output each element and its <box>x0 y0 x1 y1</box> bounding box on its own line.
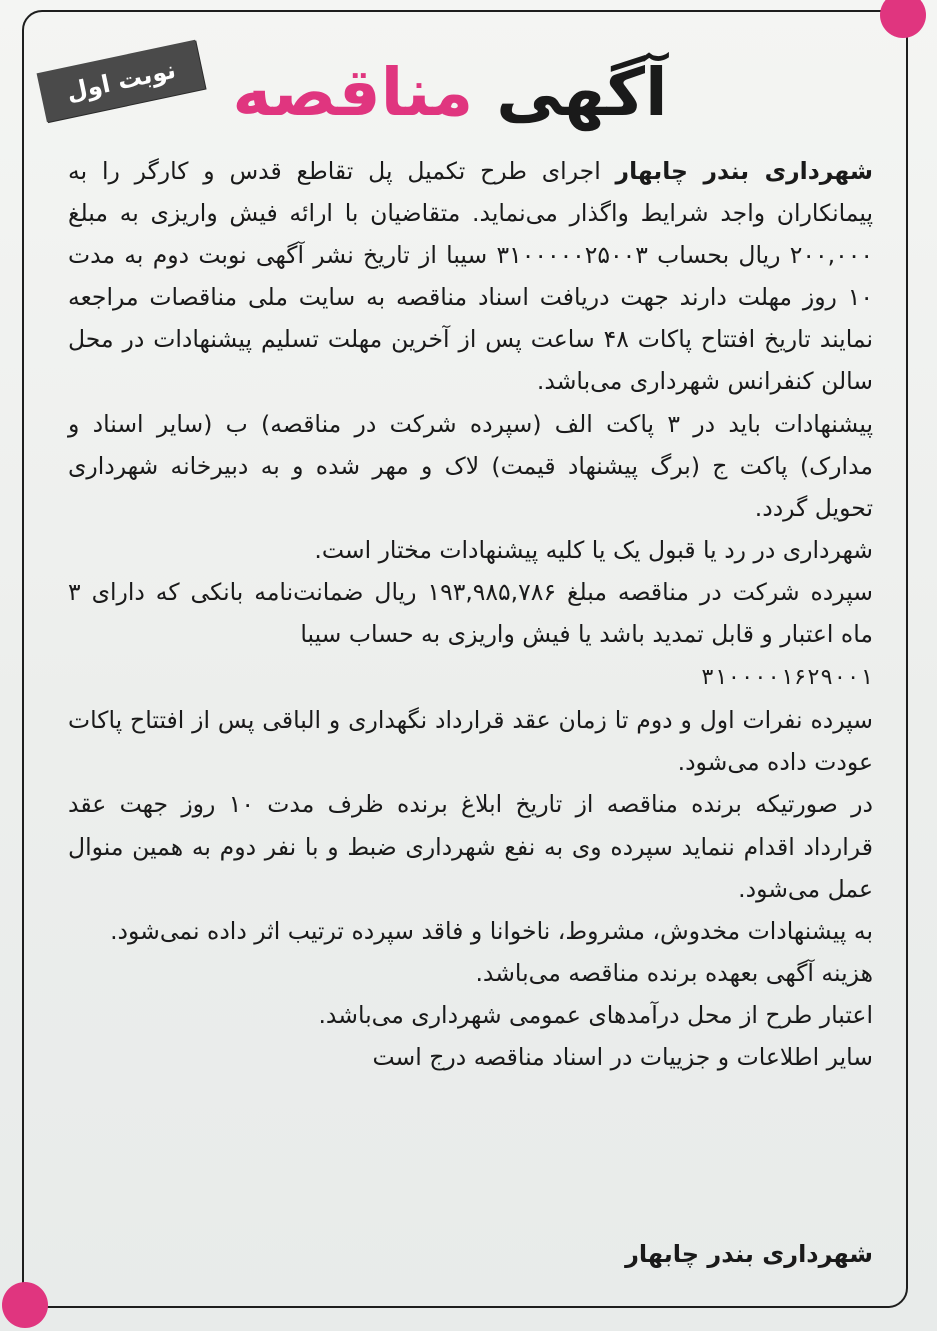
paragraph-more-info: سایر اطلاعات و جزییات در اسناد مناقصه درج است <box>372 1042 873 1071</box>
paragraph-invalid-bids: به پیشنهادات مخدوش، مشروط، ناخوانا و فاقد سپرده ترتیب اثر داده نمی‌شود. <box>110 916 873 945</box>
paragraph-deposit-return: سپرده نفرات اول و دوم تا زمان عقد قرارداد نگهداری و الباقی پس از افتتاح پاکات عودت داده می‌شود. <box>68 706 873 777</box>
round-badge: نوبت اول <box>37 40 206 123</box>
paragraph-deposit <box>68 571 873 699</box>
intro-lead: شهرداری بندر چابهار <box>615 157 873 185</box>
notice-title <box>220 48 680 138</box>
title-word-notice: آگهی <box>496 54 668 131</box>
paragraph-ad-cost: هزینه آگهی بعهده برنده مناقصه می‌باشد. <box>475 958 873 987</box>
signature: شهرداری بندر چابهار <box>625 1240 873 1268</box>
deposit-text: سپرده شرکت در مناقصه مبلغ ۱۹۳,۹۸۵,۷۸۶ ریال ضمانت‌نامه بانکی که دارای ۳ ماه اعتبار و قابل تمدید باشد یا فیش واریزی به حساب سیبا <box>68 577 873 649</box>
intro-paragraph <box>68 150 873 403</box>
intro-text: اجرای طرح تکمیل پل تقاطع قدس و کارگر را به پیمانکاران واجد شرایط واگذار می‌نماید. متقاضیان با ارائه فیش واریزی به مبلغ ۲۰۰,۰۰۰ ریال بحساب ۳۱۰۰۰۰۰۲۵۰۰۳ سیبا از تاریخ نشر آگهی نوبت دوم به مدت ۱۰ روز مهلت دارند جهت دریافت اسناد مناقصه به سایت ملی مناقصات مراجعه نمایند تاریخ افتتاح پاکات ۴۸ ساعت پس از آخرین مهلت تسلیم پیشنهادات در محل سالن کنفرانس شهرداری می‌باشد. <box>68 157 873 396</box>
paragraph-winner-default: در صورتیکه برنده مناقصه از تاریخ ابلاغ برنده ظرف مدت ۱۰ روز جهت عقد قرارداد اقدام ننماید سپرده وی به نفع شهرداری ضبط و با نفر دوم به همین منوال عمل می‌شود. <box>68 790 873 903</box>
title-word-tender: مناقصه <box>232 54 474 131</box>
corner-decoration-bottom-left <box>2 1282 48 1328</box>
paragraph-funding: اعتبار طرح از محل درآمدهای عمومی شهرداری می‌باشد. <box>318 1000 873 1029</box>
deposit-account: ۳۱۰۰۰۰۱۶۲۹۰۰۱ <box>700 665 873 691</box>
paragraph-envelopes: پیشنهادات باید در ۳ پاکت الف (سپرده شرکت در مناقصه) ب (سایر اسناد و مدارک) پاکت ج (برگ پیشنهاد قیمت) لاک و مهر شده و به دبیرخانه شهرداری تحویل گردد. <box>68 409 873 522</box>
corner-decoration-top-right <box>880 0 926 38</box>
notice-body <box>68 150 873 1078</box>
paragraph-rights: شهرداری در رد یا قبول یک یا کلیه پیشنهادات مختار است. <box>314 535 873 564</box>
